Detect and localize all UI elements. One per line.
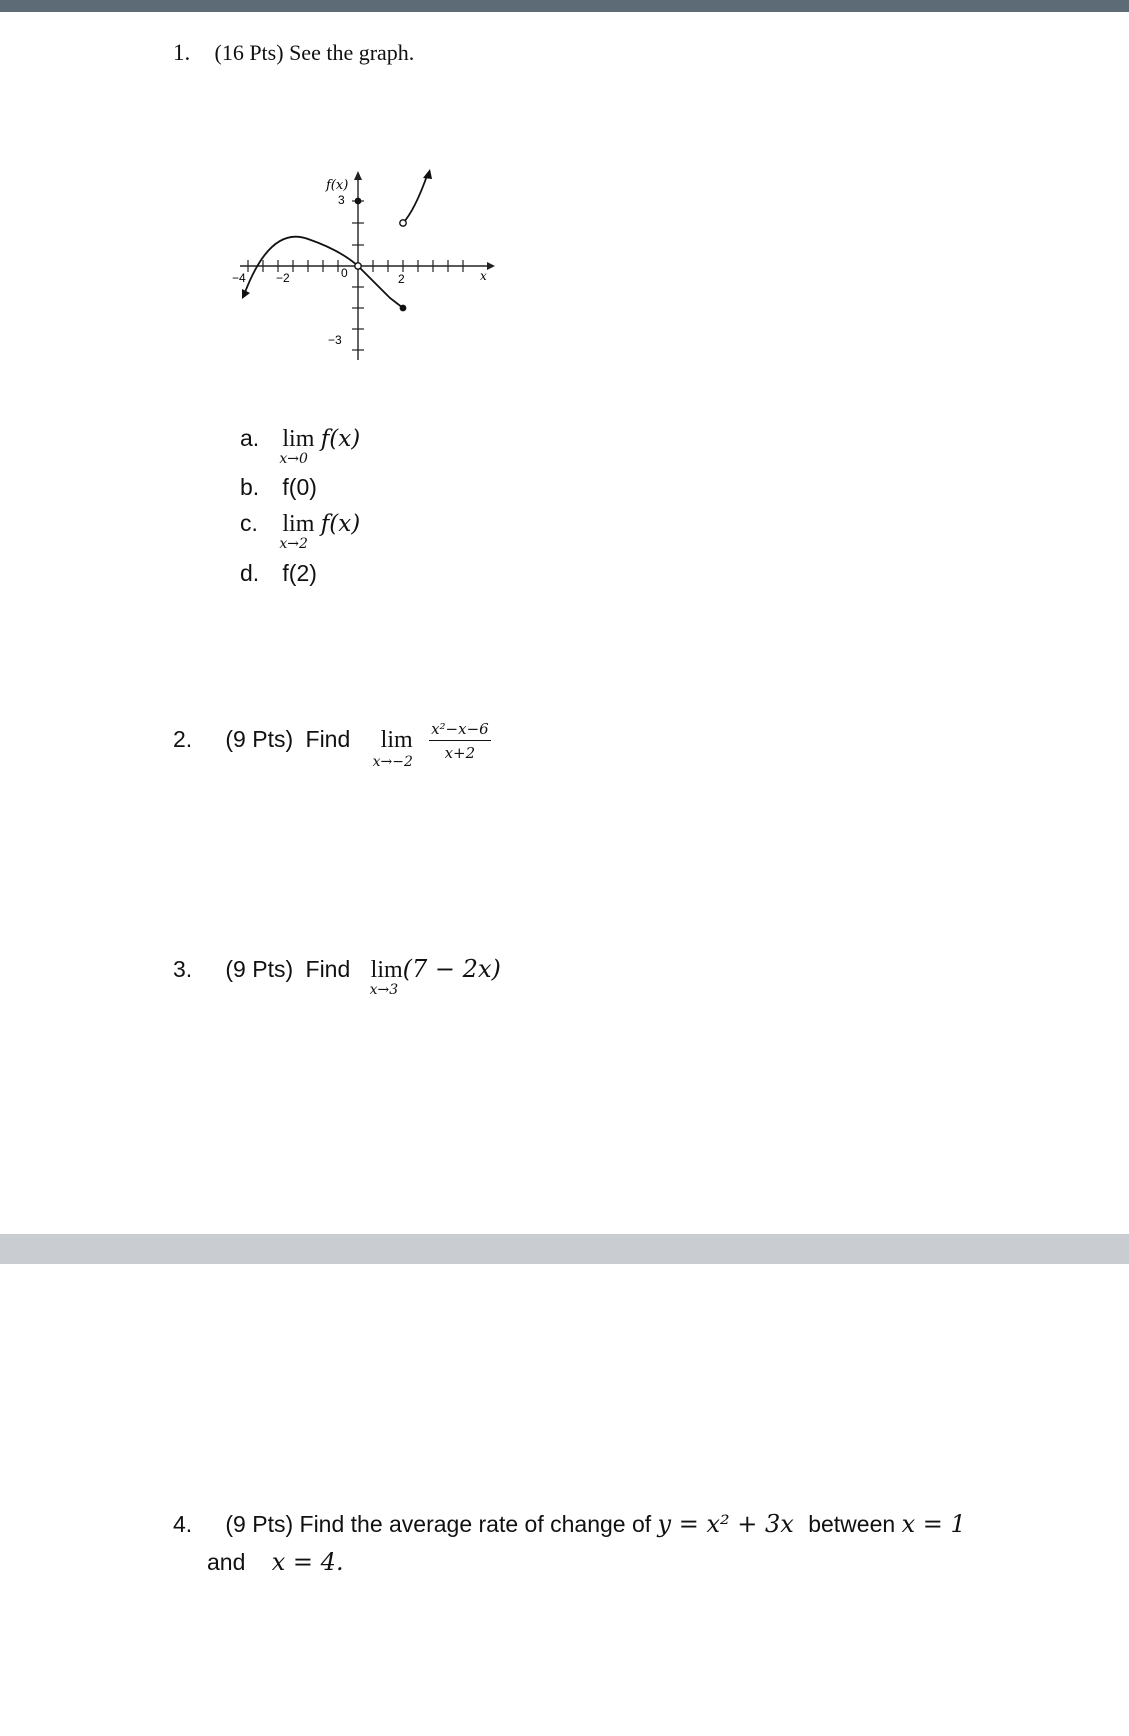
function-graph — [230, 165, 500, 400]
question-3 — [173, 955, 501, 998]
fraction — [429, 720, 491, 762]
part-label: b. — [240, 474, 260, 500]
question-2 — [173, 720, 491, 771]
y-tick-label-3: 3 — [338, 193, 345, 207]
part-d — [240, 560, 317, 587]
open-point-right — [400, 220, 406, 226]
question-points: (16 Pts) — [214, 40, 284, 65]
limit-notation — [279, 425, 315, 467]
lim-subscript: x→3 — [369, 982, 399, 998]
limit-notation — [279, 510, 315, 552]
lim-word: lim — [282, 426, 315, 452]
lim-subscript: x→2 — [279, 536, 308, 552]
and-word: and — [207, 1549, 246, 1575]
limit-notation — [369, 956, 403, 998]
x-tick-label-neg4: −4 — [232, 271, 246, 285]
open-point-origin — [355, 263, 361, 269]
y-axis-arrow-icon — [354, 171, 362, 180]
fraction-numerator: x²−x−6 — [429, 720, 491, 741]
part-b — [240, 474, 317, 501]
equation: y = x² + 3x — [657, 1510, 794, 1538]
question-verb: Find — [305, 956, 351, 982]
y-tick-label-neg3: −3 — [328, 333, 342, 347]
x-start: x = 1 — [901, 1510, 966, 1538]
part-label: c. — [240, 510, 258, 536]
question-1 — [173, 40, 414, 66]
question-number: 4. — [173, 1511, 193, 1537]
limit-expression: (7 − 2x) — [402, 955, 501, 983]
lim-subscript: x→−2 — [372, 754, 413, 771]
fraction-denominator: x+2 — [444, 744, 476, 762]
x-tick-label-neg2: −2 — [276, 271, 290, 285]
part-label: a. — [240, 425, 260, 451]
question-text: See the graph. — [289, 40, 415, 65]
part-expression: f(0) — [282, 474, 317, 500]
lim-subscript: x→0 — [279, 451, 308, 467]
x-axis-label: x — [480, 269, 487, 283]
question-points: (9 Pts) — [225, 956, 294, 982]
part-expression: f(x) — [320, 511, 361, 537]
part-label: d. — [240, 560, 260, 586]
filled-point-f2 — [400, 305, 407, 312]
lim-word: lim — [370, 957, 403, 983]
question-4 — [173, 1505, 966, 1581]
limit-notation — [372, 726, 413, 771]
y-axis-label: f(x) — [326, 178, 349, 193]
curve-right-arrow-icon — [423, 169, 432, 179]
question-number: 1. — [173, 40, 191, 65]
question-number: 2. — [173, 726, 193, 753]
x-end: x = 4. — [271, 1548, 344, 1576]
lim-word: lim — [380, 727, 413, 754]
part-expression: f(x) — [320, 426, 361, 452]
x-tick-label-0: 0 — [341, 266, 348, 280]
question-points: (9 Pts) — [225, 726, 294, 753]
top-bar — [0, 0, 1129, 12]
lim-word: lim — [282, 511, 315, 537]
between-word: between — [808, 1511, 896, 1537]
question-verb: Find — [305, 726, 351, 753]
graph-curve-right — [403, 173, 428, 223]
question-text: Find the average rate of change of — [299, 1511, 652, 1537]
part-expression: f(2) — [282, 560, 317, 586]
x-tick-label-2: 2 — [398, 272, 405, 286]
question-number: 3. — [173, 956, 193, 982]
page-separator — [0, 1234, 1129, 1264]
part-a — [240, 425, 361, 467]
x-axis-arrow-icon — [487, 262, 495, 270]
part-c — [240, 510, 361, 552]
filled-point-f0 — [355, 198, 362, 205]
question-points: (9 Pts) — [225, 1511, 294, 1537]
graph-curve-left — [244, 237, 403, 308]
